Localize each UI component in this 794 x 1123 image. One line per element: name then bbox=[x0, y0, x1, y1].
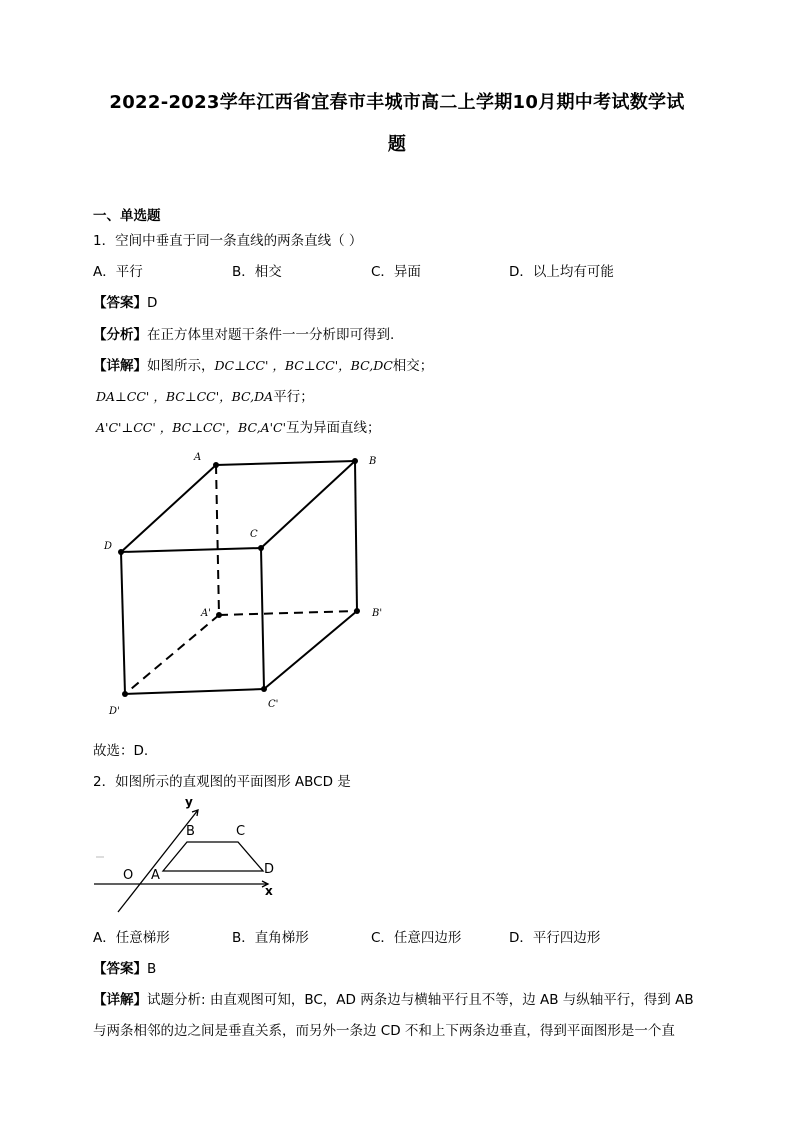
q2-stem: 2．如图所示的直观图的平面图形 ABCD 是 bbox=[93, 774, 351, 790]
detail-tag: 【详解】 bbox=[93, 992, 147, 1008]
cube-label-B: B bbox=[369, 456, 377, 467]
q2-option-c: C．任意四边形 bbox=[371, 930, 462, 946]
q1-detail-math3: A'C'⊥CC' ，BC⊥CC'，BC,A'C' bbox=[96, 420, 287, 435]
q2-option-d: D．平行四边形 bbox=[509, 930, 601, 946]
y-axis-label: y bbox=[185, 795, 193, 809]
q1-detail-tail3: 互为异面直线； bbox=[286, 420, 381, 436]
trap-label-C: C bbox=[236, 824, 246, 839]
section-heading: 一、单选题 bbox=[93, 208, 161, 224]
cube-label-C1: C' bbox=[268, 699, 279, 710]
q1-choice: 故选：D. bbox=[93, 743, 149, 759]
answer-tag: 【答案】 bbox=[93, 295, 147, 311]
origin-label: O bbox=[123, 868, 134, 883]
trap-label-D: D bbox=[264, 862, 275, 877]
cube-label-A1: A' bbox=[201, 608, 211, 619]
q1-detail-math1: DC⊥CC' ，BC⊥CC'，BC,DC bbox=[214, 358, 393, 373]
q2-detail-row2: 与两条相邻的边之间是垂直关系，而另外一条边 CD 不和上下两条边垂直，得到平面图形是一个直 bbox=[93, 1023, 675, 1039]
trap-label-B: B bbox=[186, 824, 195, 839]
q1-stem: 1．空间中垂直于同一条直线的两条直线（ ） bbox=[93, 233, 363, 249]
answer-tag: 【答案】 bbox=[93, 961, 147, 977]
q2-option-b: B．直角梯形 bbox=[232, 930, 309, 946]
q1-answer: D bbox=[147, 295, 158, 311]
trapezoid-ABCD bbox=[163, 842, 263, 871]
q1-option-b: B．相交 bbox=[232, 264, 282, 280]
q1-detail-tail2: 平行； bbox=[273, 389, 314, 405]
cube-label-B1: B' bbox=[372, 608, 383, 619]
q2-answer-row bbox=[93, 957, 156, 977]
q2-detail-row1 bbox=[93, 988, 694, 1008]
q1-detail-intro: 如图所示， bbox=[147, 358, 215, 374]
doc-title-line1: 2022-2023学年江西省宜春市丰城市高二上学期10月期中考试数学试 bbox=[109, 92, 685, 113]
trap-label-A: A bbox=[151, 868, 160, 883]
cube-label-D1: D' bbox=[109, 706, 120, 717]
cube-label-A: A bbox=[194, 452, 202, 463]
q2-answer: B bbox=[147, 961, 157, 977]
cube-label-C: C bbox=[250, 529, 258, 540]
cube-label-D: D bbox=[104, 541, 113, 552]
x-axis-label: x bbox=[265, 884, 273, 898]
q2-detail-line1: 试题分析: 由直观图可知，BC，AD 两条边与横轴平行且不等，边 AB 与纵轴平行，得到 AB bbox=[147, 992, 694, 1008]
q1-option-c: C．异面 bbox=[371, 264, 421, 280]
q1-detail-tail1: 相交； bbox=[392, 358, 434, 374]
q1-option-d: D．以上均有可能 bbox=[509, 264, 614, 280]
q1-option-a: A．平行 bbox=[93, 264, 143, 280]
q1-detail-math2: DA⊥CC' ，BC⊥CC'，BC,DA bbox=[96, 389, 274, 404]
analysis-tag: 【分析】 bbox=[93, 327, 147, 343]
detail-tag: 【详解】 bbox=[93, 358, 147, 374]
doc-title-line2: 题 bbox=[387, 134, 407, 155]
q2-option-a: A．任意梯形 bbox=[93, 930, 170, 946]
q1-analysis: 在正方体里对题干条件一一分析即可得到. bbox=[147, 327, 395, 343]
